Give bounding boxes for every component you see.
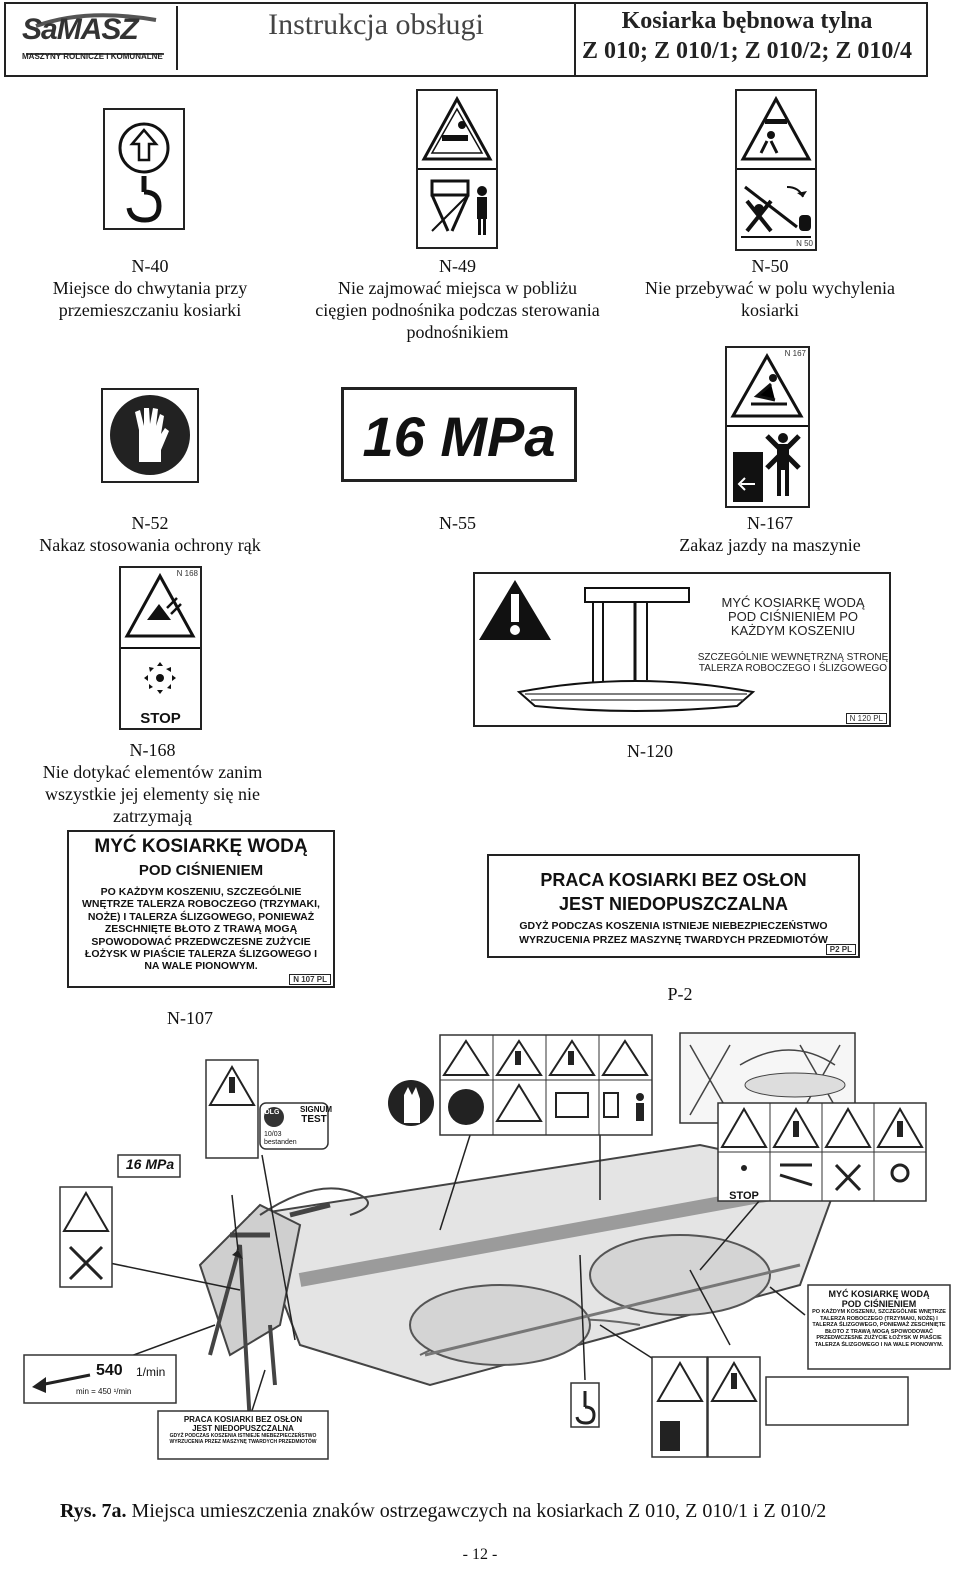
caption-n50	[630, 255, 910, 321]
sign-code: N-107	[167, 1008, 213, 1028]
text-line: POD CIŚNIENIEM PO	[727, 609, 859, 624]
text-line: MYĆ KOSIARKĘ WODĄ	[828, 1289, 930, 1299]
sign-code: N-168	[129, 740, 176, 760]
sign-description: Zakaz jazdy na maszynie	[679, 535, 861, 555]
logo-subtitle: MASZYNY ROLNICZE I KOMUNALNE	[22, 52, 163, 61]
caption-n52	[20, 512, 280, 556]
sign-code: N-50	[751, 256, 789, 276]
text-line: PO KAŻDYM KOSZENIU, SZCZEGÓLNIE WNĘTRZE TALERZA ROBOCZEGO (TRZYMAKI, NOŻE) I TALERZA ŚLIZGOWEGO, PONIEWAŻ ZESCHNIĘTE BŁOTO Z TRAWĄ MOGĄ SPOWODOWAĆ PRZEDWCZESNE ZUŻYCIE ŁOŻYSK W PIAŚCIE TALERZA ŚLIZGOWEGO I NA WALE PIONOWYM.	[812, 1309, 946, 1348]
sign-code: P-2	[667, 984, 693, 1004]
sign-n50	[735, 89, 817, 251]
caption-n167	[660, 512, 880, 556]
small-n107	[810, 1289, 948, 1348]
sign-description: Miejsce do chwytania przy przemieszczaniu kosiarki	[52, 278, 248, 320]
stop-label: STOP	[140, 710, 181, 727]
product-title	[574, 6, 920, 66]
small-p2	[160, 1415, 326, 1445]
small-mpa-label: 16 MPa	[125, 1156, 175, 1172]
sign-n107	[67, 830, 335, 988]
dlg-test: TEST	[301, 1114, 327, 1125]
document-title: Instrukcja obsługi	[268, 8, 484, 41]
p2-line2: JEST NIEDOPUSZCZALNA	[558, 894, 789, 914]
dlg-code: 10/03	[264, 1131, 282, 1138]
caption-n49	[315, 255, 600, 343]
caption-n120	[600, 740, 700, 762]
lift-links-warning-icon	[418, 91, 496, 247]
text-line: PRACA KOSIARKI BEZ OSŁON	[183, 1415, 303, 1424]
n107-line1: MYĆ KOSIARKĘ WODĄ	[94, 836, 308, 857]
sign-tag: N 107 PL	[289, 974, 331, 985]
text-line: SZCZEGÓLNIE WEWNĘTRZNĄ STRONĘ	[697, 652, 889, 663]
text-line: TALERZA ROBOCZEGO I ŚLIZGOWEGO	[698, 663, 888, 674]
sign-description: Nie zajmować miejsca w pobliżu cięgien podnośnika podczas sterowania podnośnikiem	[315, 278, 600, 342]
product-line-2: Z 010; Z 010/1; Z 010/2; Z 010/4	[581, 38, 912, 64]
dlg-signum: SIGNUM	[300, 1105, 332, 1114]
rpm-value: 540	[96, 1362, 123, 1379]
hook-icon	[105, 110, 183, 228]
sign-p2	[487, 854, 860, 958]
rpm-unit: 1/min	[136, 1365, 166, 1379]
small-stop-label: STOP	[729, 1190, 759, 1202]
p2-line1: PRACA KOSIARKI BEZ OSŁON	[540, 870, 807, 890]
sign-tag: N 168	[176, 569, 198, 578]
swing-zone-warning-icon	[737, 91, 815, 249]
sign-description: Nie przebywać w polu wychylenia kosiarki	[645, 278, 895, 320]
sign-n168	[119, 566, 202, 730]
text-line: GDYŻ PODCZAS KOSZENIA ISTNIEJE NIEBEZPIECZEŃSTWO WYRZUCENIA PRZEZ MASZYNĘ TWARDYCH PRZEDMIOTÓW	[169, 1433, 317, 1445]
no-riding-warning-icon	[727, 348, 808, 506]
sign-tag: P2 PL	[826, 944, 856, 955]
sign-tag: N 120 PL	[846, 713, 887, 724]
sign-description: Nie dotykać elementów zanim wszystkie jej elementy się nie zatrzymają	[42, 762, 263, 826]
sign-n40	[103, 108, 185, 230]
n120-subtext	[697, 652, 889, 674]
logo-text: SaMASZ	[22, 13, 138, 46]
header-title-cell	[178, 4, 576, 75]
sign-code: N-49	[439, 256, 476, 276]
caption-p2	[630, 983, 730, 1005]
figure-label: Rys. 7a.	[60, 1500, 127, 1522]
sign-code: N-40	[131, 256, 169, 276]
caption-n55	[400, 512, 515, 534]
machine-figure	[0, 1025, 960, 1495]
sign-tag: N 50	[796, 239, 813, 248]
dlg-badge	[300, 1105, 332, 1125]
sign-code: N-52	[131, 513, 169, 533]
sign-tag: N 167	[784, 349, 806, 358]
protective-gloves-icon	[103, 390, 197, 481]
mower-drawing	[0, 1025, 960, 1495]
n107-body: PO KAŻDYM KOSZENIU, SZCZEGÓLNIE WNĘTRZE TALERZA ROBOCZEGO (TRZYMAKI, NOŻE) I TALERZA ŚLIZGOWEGO, PONIEWAŻ ZESCHNIĘTE BŁOTO Z TRAWĄ MOGĄ SPOWODOWAĆ PRZEDWCZESNE ZUŻYCIE ŁOŻYSK W PIAŚCIE TALERZA ŚLIZGOWEGO I NA WALE PIONOWYM.	[82, 886, 320, 973]
rpm-note: min = 450 ¹/min	[76, 1387, 132, 1396]
text-line: KAŻDYM KOSZENIU	[730, 623, 856, 638]
sign-n120	[473, 572, 891, 727]
text-line: MYĆ KOSIARKĘ WODĄ	[721, 595, 865, 610]
figure-text: Miejsca umieszczenia znaków ostrzegawczych na kosiarkach Z 010, Z 010/1 i Z 010/2	[131, 1500, 827, 1522]
caption-n40	[40, 255, 260, 321]
sign-n52	[101, 388, 199, 483]
dlg-footer	[264, 1131, 324, 1147]
sign-n55	[341, 387, 577, 482]
pressure-value: 16 MPa	[362, 405, 556, 468]
n120-text	[703, 596, 883, 638]
caption-n168	[30, 739, 275, 827]
product-line-1: Kosiarka bębnowa tylna	[621, 8, 873, 34]
rotating-parts-warning-icon	[121, 568, 200, 728]
page-number: - 12 -	[462, 1546, 498, 1563]
n107-line2: POD CIŚNIENIEM	[138, 862, 264, 879]
dlg-logo: DLG	[264, 1109, 280, 1116]
sign-n167	[725, 346, 810, 508]
sign-n49	[416, 89, 498, 249]
p2-line3: GDYŻ PODCZAS KOSZENIA ISTNIEJE NIEBEZPIECZEŃSTWO	[519, 920, 828, 932]
text-line: POD CIŚNIENIEM	[841, 1299, 917, 1309]
sign-code: N-167	[747, 513, 793, 533]
sign-code: N-120	[627, 741, 673, 761]
dlg-bestanden: bestanden	[264, 1139, 297, 1146]
sign-code: N-55	[439, 513, 476, 533]
sign-description: Nakaz stosowania ochrony rąk	[39, 535, 261, 555]
figure-caption	[60, 1500, 900, 1523]
text-line: JEST NIEDOPUSZCZALNA	[192, 1424, 294, 1433]
p2-line4: WYRZUCENIA PRZEZ MASZYNĘ TWARDYCH PRZEDMIOTÓW	[519, 934, 828, 946]
